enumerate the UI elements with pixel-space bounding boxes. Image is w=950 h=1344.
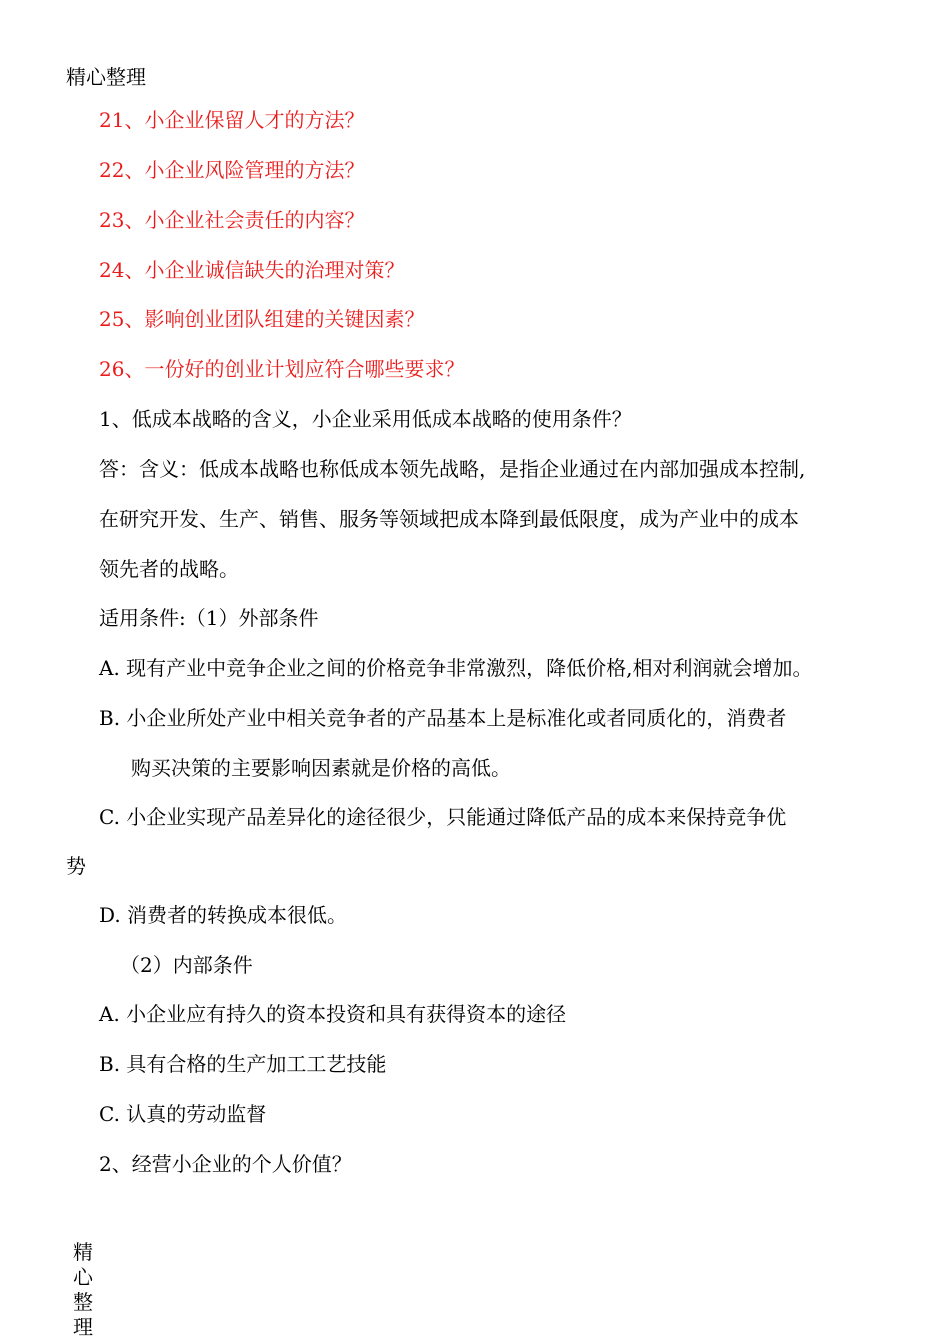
internal-condition-c: C. 认真的劳动监督 [99,1102,267,1126]
external-condition-d: D. 消费者的转换成本很低。 [99,903,348,927]
question-26: 26、一份好的创业计划应符合哪些要求？ [99,357,465,381]
answer-line-3: 领先者的战略。 [99,557,239,581]
question-1: 1、低成本战略的含义，小企业采用低成本战略的使用条件？ [99,407,632,431]
external-condition-b-line-1: B. 小企业所处产业中相关竞争者的产品基本上是标准化或者同质化的，消费者 [99,706,787,730]
page-footer [73,1240,97,1340]
internal-condition-a: A. 小企业应有持久的资本投资和具有获得资本的途径 [99,1002,567,1026]
question-23: 23、小企业社会责任的内容？ [99,208,365,232]
external-condition-c-line-2: 势 [66,854,86,878]
external-condition-b-line-2: 购买决策的主要影响因素就是价格的高低。 [131,756,511,780]
footer-char: 理 [73,1315,93,1339]
question-25: 25、影响创业团队组建的关键因素？ [99,307,425,331]
answer-line-1: 答：含义：低成本战略也称低成本领先战略，是指企业通过在内部加强成本控制, [99,457,806,481]
conditions-title: 适用条件:（1）外部条件 [99,606,319,630]
internal-condition-b: B. 具有合格的生产加工工艺技能 [99,1052,387,1076]
answer-line-2: 在研究开发、生产、销售、服务等领域把成本降到最低限度，成为产业中的成本 [99,507,799,531]
internal-conditions-title: （2）内部条件 [120,953,253,977]
footer-char: 心 [73,1265,93,1289]
page-header: 精心整理 [66,65,146,89]
footer-char: 整 [73,1290,93,1314]
external-condition-a: A. 现有产业中竞争企业之间的价格竞争非常激烈，降低价格,相对利润就会增加。 [99,656,813,680]
external-condition-c-line-1: C. 小企业实现产品差异化的途径很少，只能通过降低产品的成本来保持竞争优 [99,805,787,829]
question-21: 21、小企业保留人才的方法？ [99,108,365,132]
question-22: 22、小企业风险管理的方法？ [99,158,365,182]
question-24: 24、小企业诚信缺失的治理对策？ [99,258,405,282]
question-2: 2、经营小企业的个人价值？ [99,1152,352,1176]
footer-char: 精 [73,1240,93,1264]
